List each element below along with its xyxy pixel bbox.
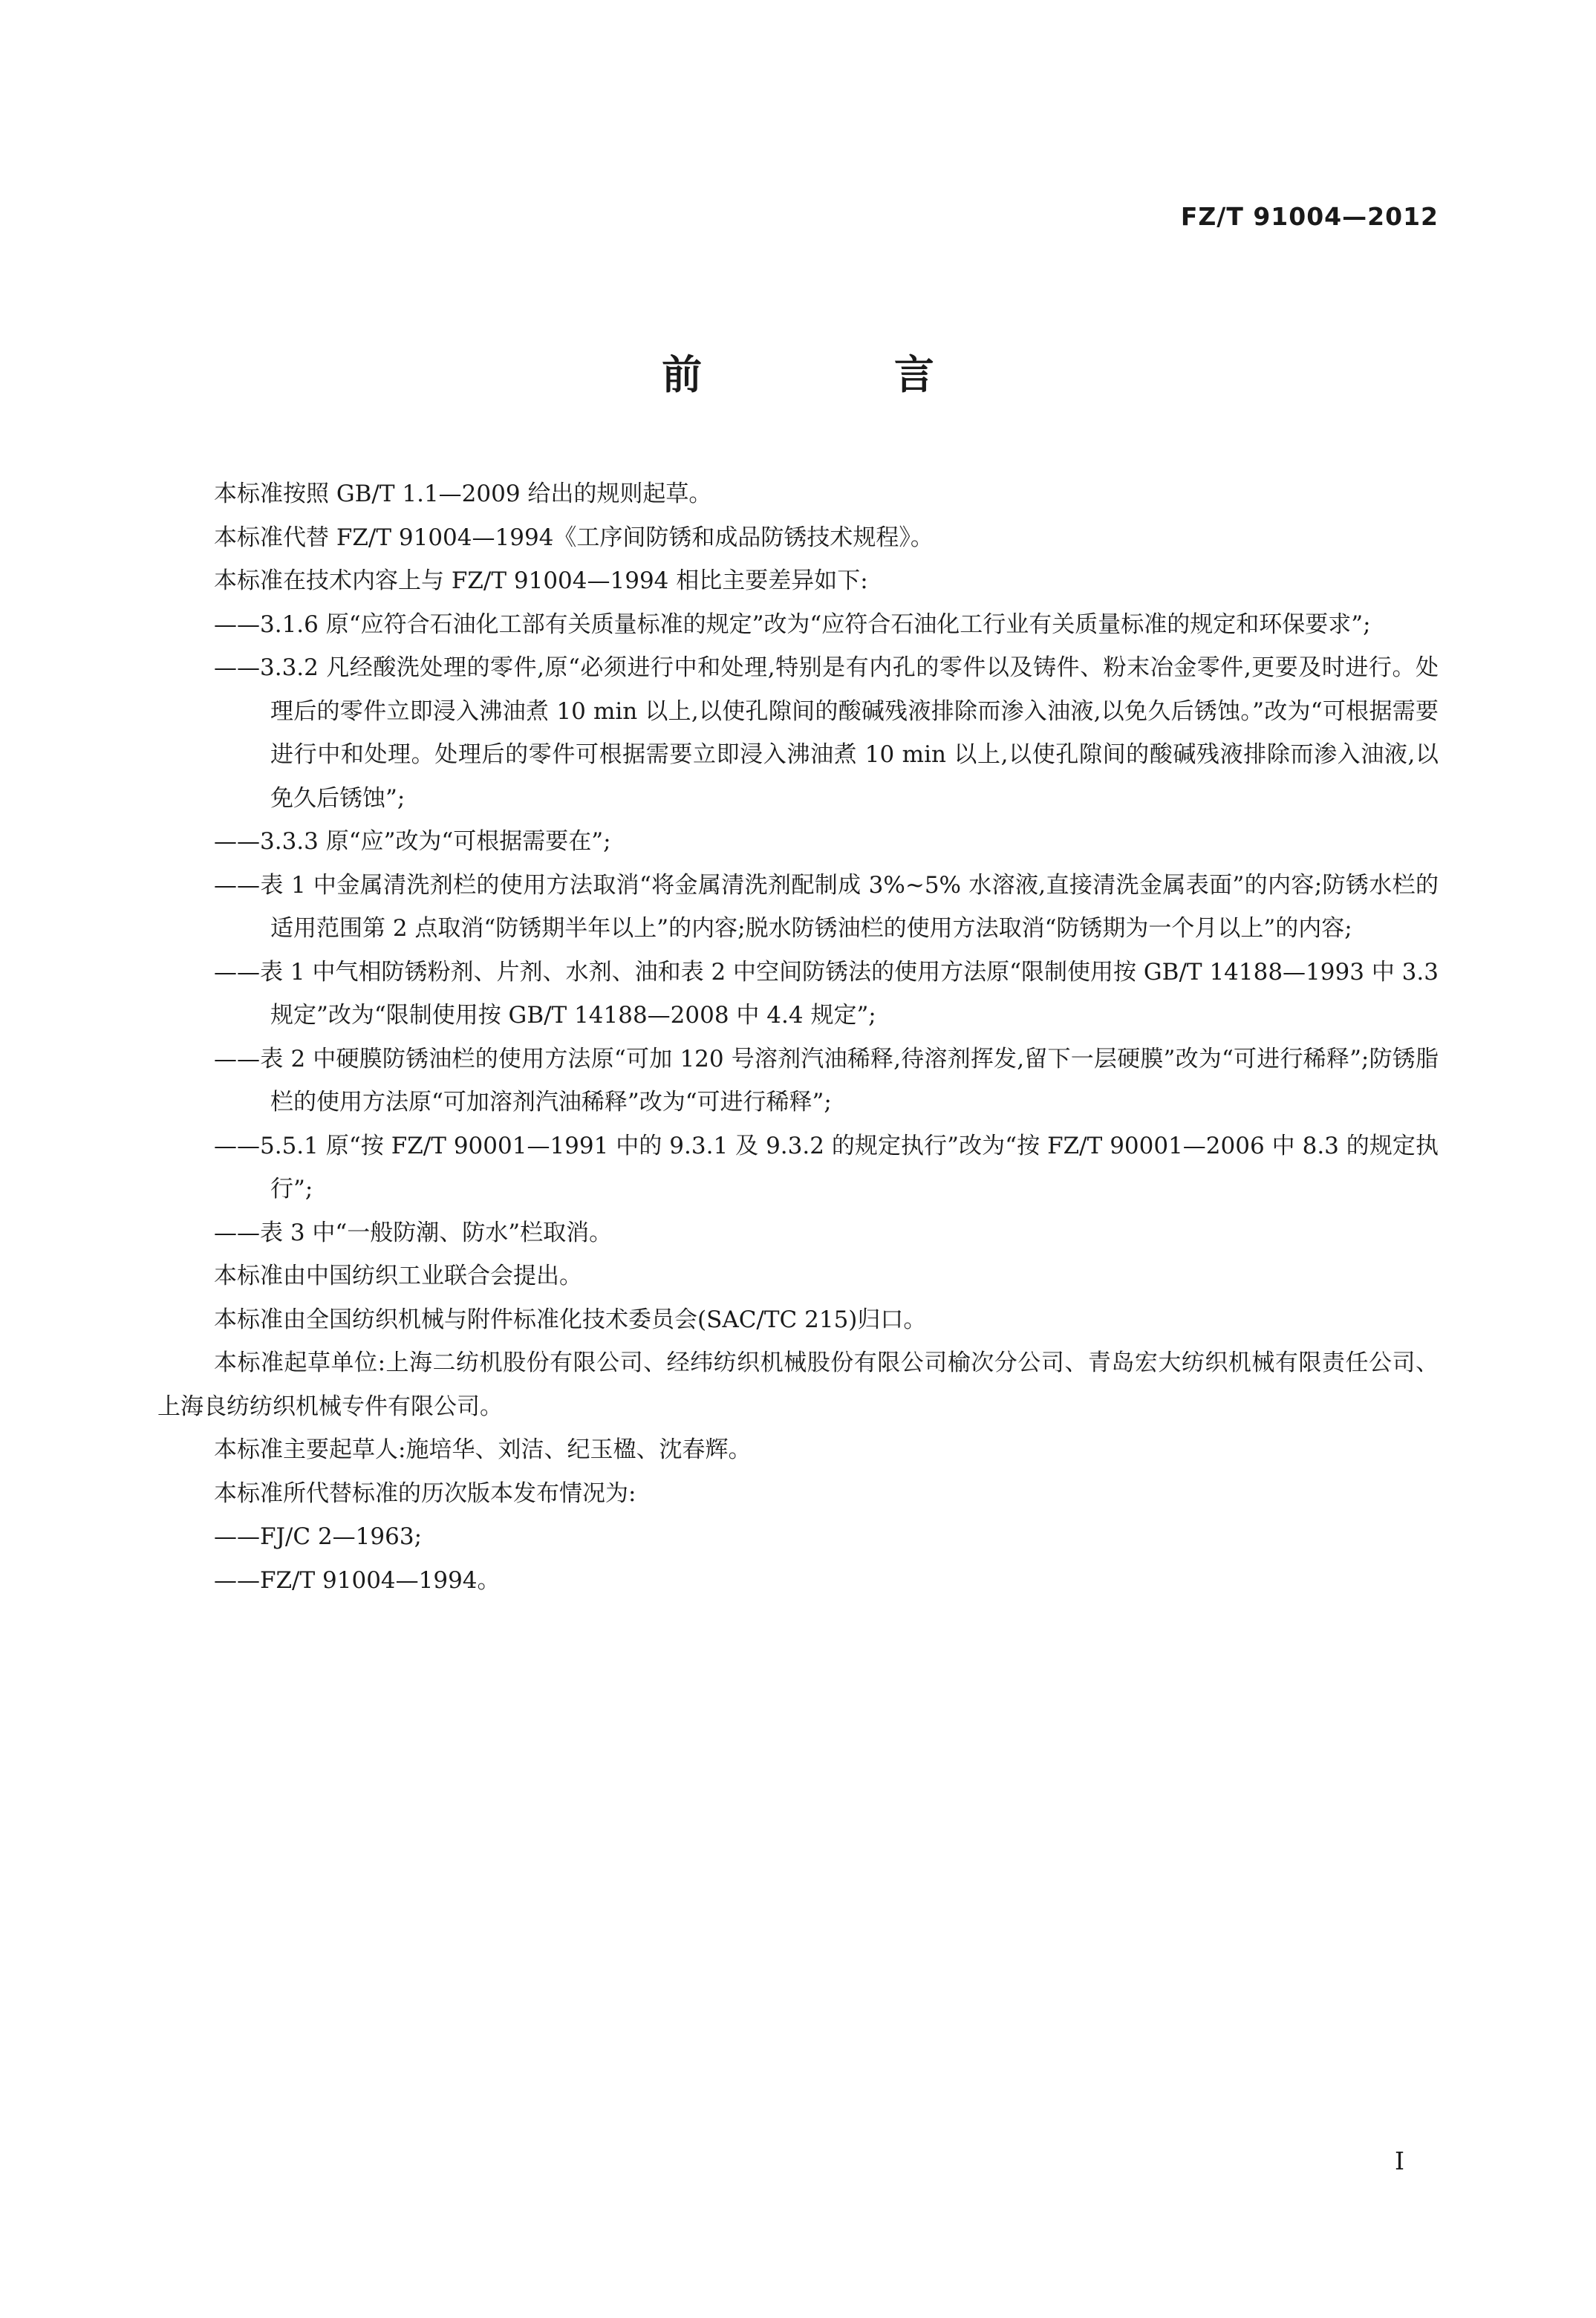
paragraph: 本标准由中国纺织工业联合会提出。 [214, 1263, 582, 1289]
paragraph: 本标准由全国纺织机械与附件标准化技术委员会(SAC/TC 215)归口。 [214, 1306, 927, 1333]
paragraph: 本标准起草单位:上海二纺机股份有限公司、经纬纺织机械股份有限公司榆次分公司、青岛宏大纺织机械有限责任公司、上海良纺纺织机械专件有限公司。 [157, 1350, 1439, 1420]
change-item: ——3.3.3 原“应”改为“可根据需要在”; [214, 828, 611, 855]
history-item: ——FJ/C 2—1963; [214, 1523, 423, 1550]
foreword-body [157, 472, 1439, 1602]
page-title: 前 言 [662, 351, 1023, 398]
paragraph: 本标准代替 FZ/T 91004—1994《工序间防锈和成品防锈技术规程》。 [214, 524, 934, 551]
paragraph: 本标准按照 GB/T 1.1—2009 给出的规则起草。 [214, 481, 712, 507]
change-item: ——表 1 中金属清洗剂栏的使用方法取消“将金属清洗剂配制成 3%~5% 水溶液,直接清洗金属表面”的内容;防锈水栏的适用范围第 2 点取消“防锈期半年以上”的内容;脱水防锈油栏的使用方法取消“防锈期为一个月以上”的内容; [214, 871, 1439, 942]
history-item: ——FZ/T 91004—1994。 [214, 1566, 501, 1594]
change-item: ——表 2 中硬膜防锈油栏的使用方法原“可加 120 号溶剂汽油稀释,待溶剂挥发,留下一层硬膜”改为“可进行稀释”;防锈脂栏的使用方法原“可加溶剂汽油稀释”改为“可进行稀释”; [214, 1045, 1439, 1116]
standard-code: FZ/T 91004—2012 [1180, 202, 1439, 231]
paragraph: 本标准在技术内容上与 FZ/T 91004—1994 相比主要差异如下: [214, 567, 868, 594]
change-item: ——5.5.1 原“按 FZ/T 90001—1991 中的 9.3.1 及 9.3.2 的规定执行”改为“按 FZ/T 90001—2006 中 8.3 的规定执行”; [214, 1132, 1439, 1202]
page-number: I [1394, 2146, 1404, 2175]
paragraph: 本标准主要起草人:施培华、刘洁、纪玉楹、沈春辉。 [214, 1436, 752, 1463]
change-item: ——3.1.6 原“应符合石油化工部有关质量标准的规定”改为“应符合石油化工行业有关质量标准的规定和环保要求”; [214, 611, 1371, 638]
change-item: ——表 1 中气相防锈粉剂、片剂、水剂、油和表 2 中空间防锈法的使用方法原“限制使用按 GB/T 14188—1993 中 3.3 规定”改为“限制使用按 GB/T 14188—2008 中 4.4 规定”; [214, 958, 1439, 1029]
paragraph: 本标准所代替标准的历次版本发布情况为: [214, 1479, 636, 1507]
change-item: ——3.3.2 凡经酸洗处理的零件,原“必须进行中和处理,特别是有内孔的零件以及铸件、粉末冶金零件,更要及时进行。处理后的零件立即浸入沸油煮 10 min 以上,以使孔隙间的酸碱残液排除而渗入油液,以免久后锈蚀。”改为“可根据需要进行中和处理。处理后的零件可根据需要立即浸入沸油煮 10 min 以上,以使孔隙间的酸碱残液排除而渗入油液,以免久后锈蚀”; [214, 654, 1439, 812]
change-item: ——表 3 中“一般防潮、防水”栏取消。 [214, 1219, 613, 1246]
